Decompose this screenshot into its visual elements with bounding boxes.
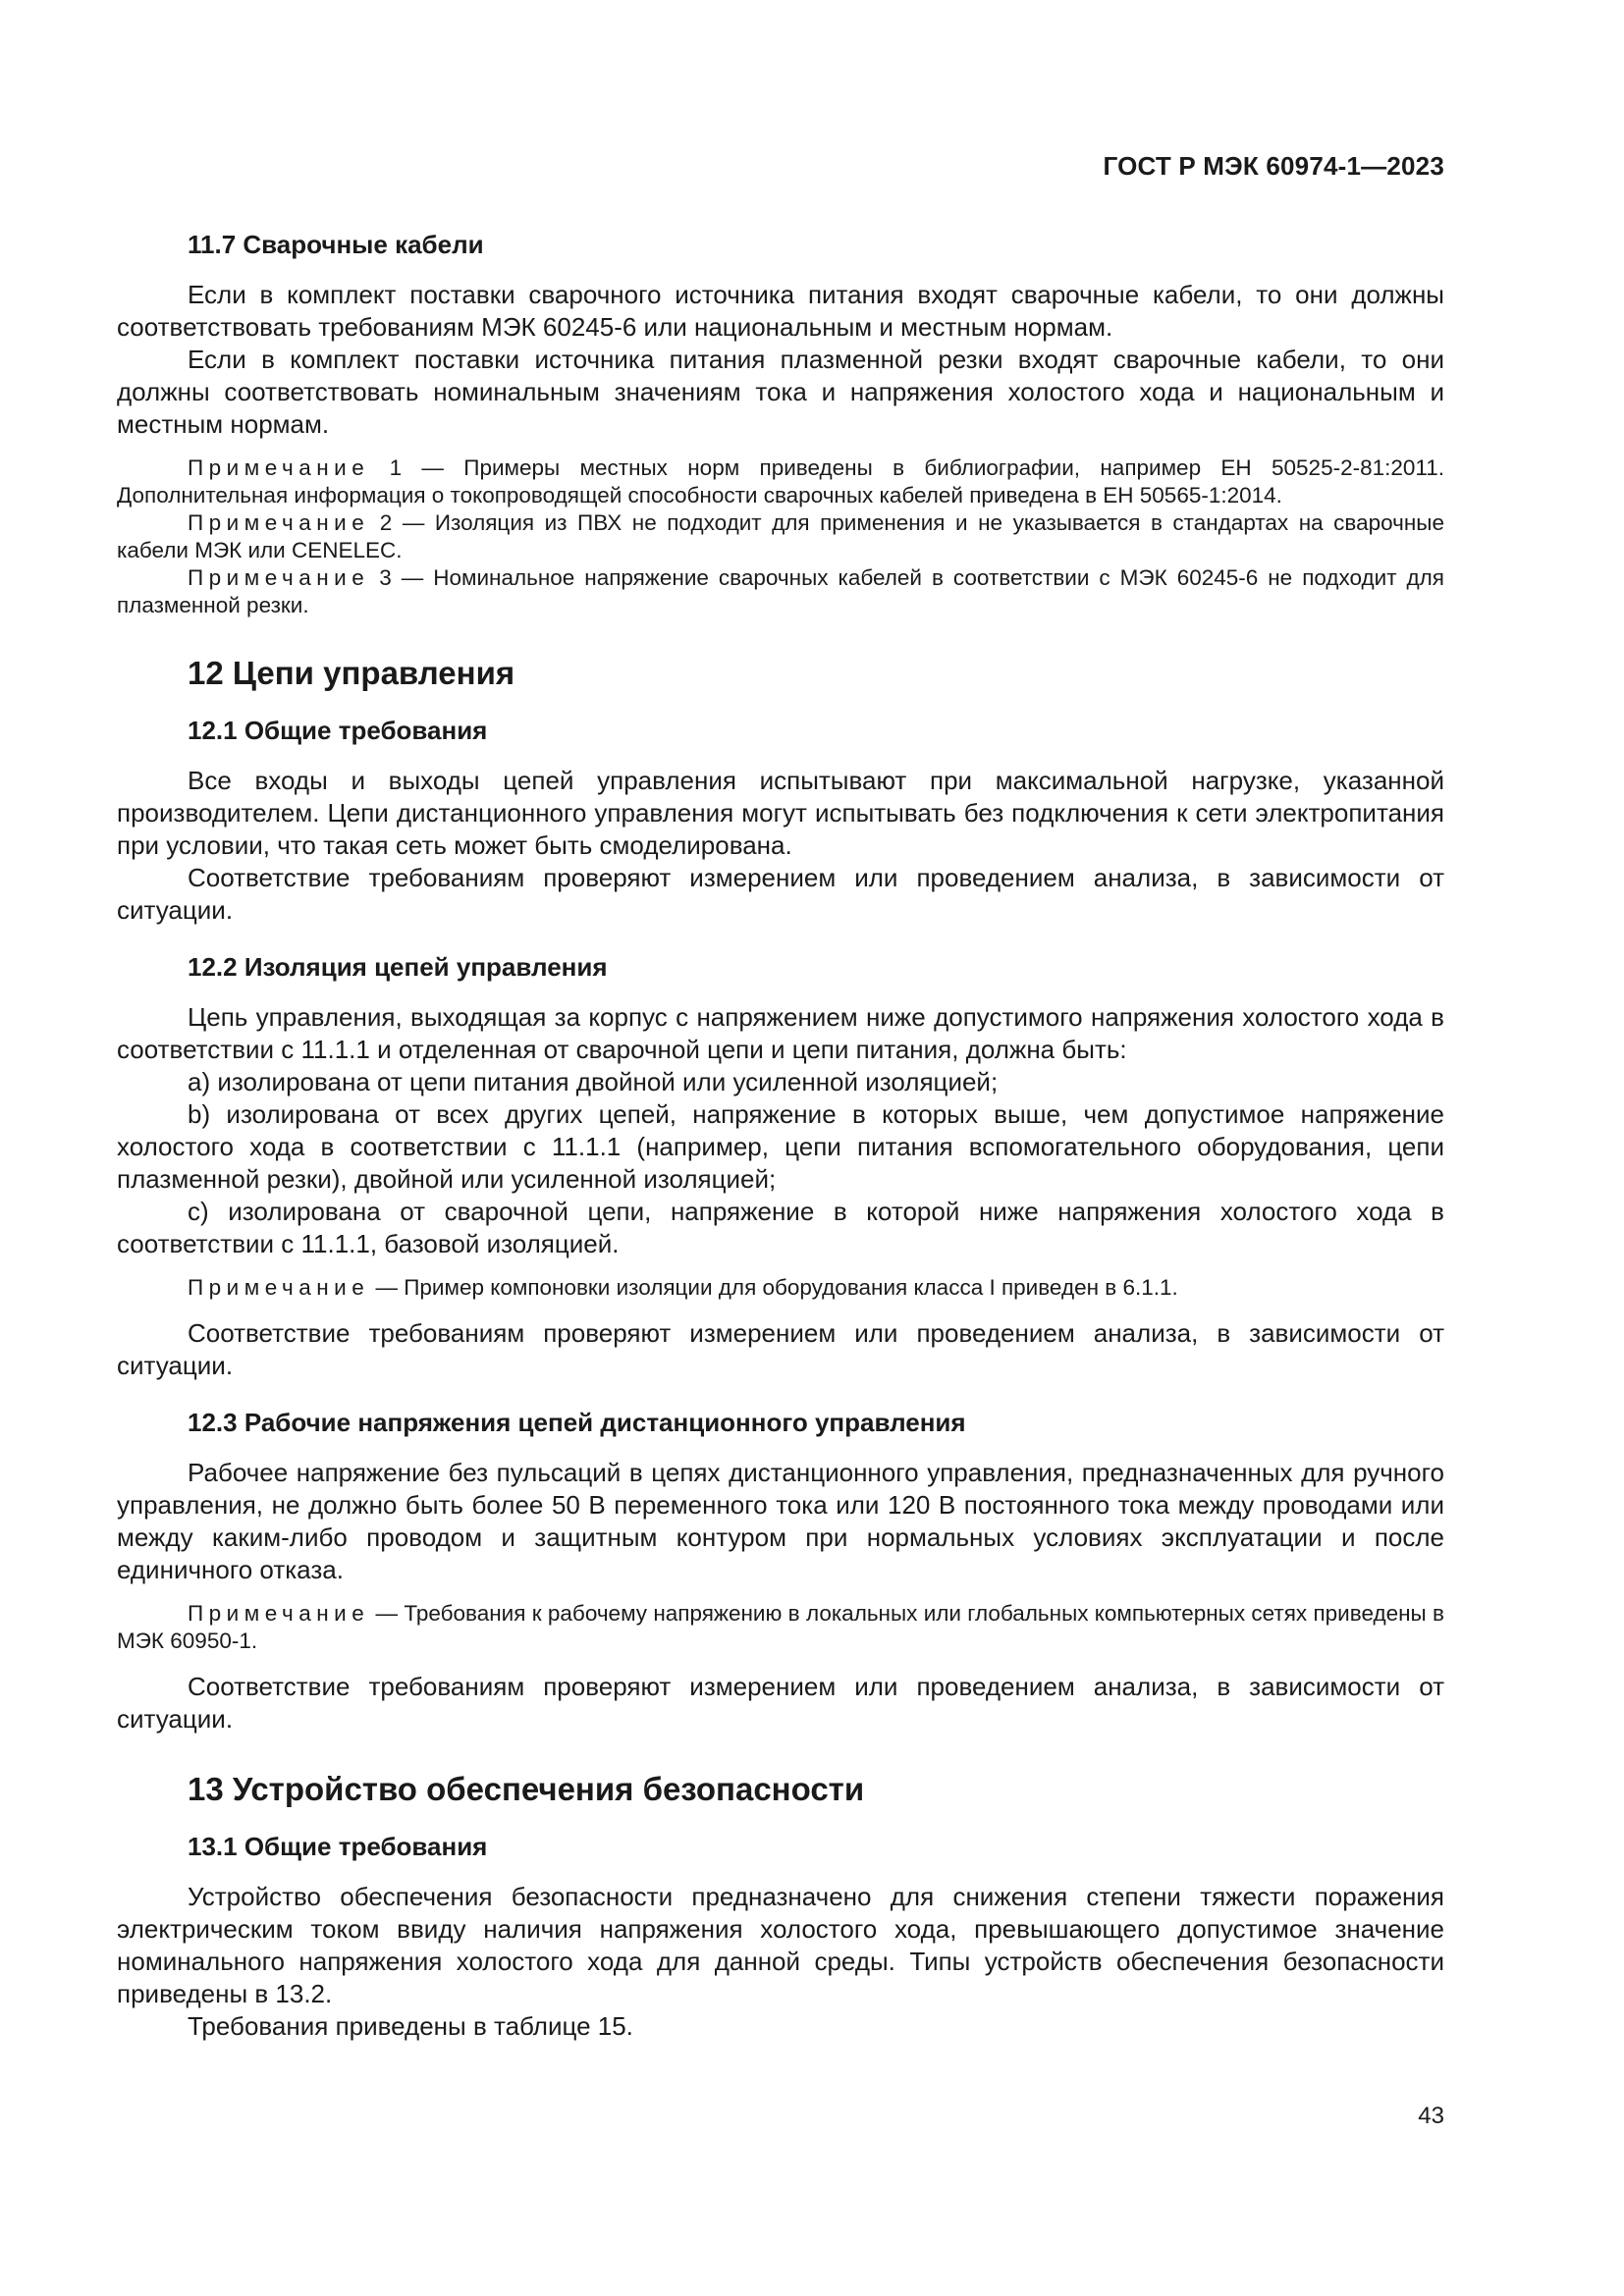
section-11-7-title: 11.7 Сварочные кабели <box>188 230 484 259</box>
note <box>117 1600 1444 1655</box>
note-label: Примечание <box>188 455 370 480</box>
section-13-1-title: 13.1 Общие требования <box>188 1832 488 1861</box>
note-label: Примечание <box>188 1275 370 1300</box>
section-12-3-title: 12.3 Рабочие напряжения цепей дистанционного управления <box>188 1408 966 1437</box>
section-11-7-paragraph-1: Если в комплект поставки сварочного источника питания входят сварочные кабели, то они должны соответствовать требованиям МЭК 60245-6 или национальным и местным нормам. <box>117 280 1444 342</box>
section-13-title: 13 Устройство обеспечения безопасности <box>188 1771 865 1807</box>
section-12-1-paragraph-2: Соответствие требованиям проверяют измерением или проведением анализа, в зависимости от ситуации. <box>117 863 1444 925</box>
document-code-header: ГОСТ Р МЭК 60974-1—2023 <box>1103 151 1444 181</box>
note-3 <box>117 564 1444 619</box>
section-11-7-paragraph-2: Если в комплект поставки источника питания плазменной резки входят сварочные кабели, то они должны соответствовать номинальным значениям тока и напряжения холостого хода и национальным и местным нормам. <box>117 345 1444 439</box>
section-12-2-item-b: b) изолирована от всех других цепей, напряжение в которых выше, чем допустимое напряжение холостого хода в соответствии с 11.1.1 (например, цепи питания вспомогательного оборудования, цепи плазменной резки), двойной или усиленной изоляцией; <box>117 1099 1444 1194</box>
section-11-7-notes <box>117 454 1444 619</box>
section-12-3-paragraph-2: Соответствие требованиям проверяют измерением или проведением анализа, в зависимости от ситуации. <box>117 1672 1444 1734</box>
section-12-3-paragraph-1: Рабочее напряжение без пульсаций в цепях дистанционного управления, предназначенных для ручного управления, не должно быть более 50 В переменного тока или 120 В постоянного тока между проводами или между каким-либо проводом и защитным контуром при нормальных условиях эксплуатации и после единичного отказа. <box>117 1458 1444 1584</box>
note-text: 3 — Номинальное напряжение сварочных кабелей в соответствии с МЭК 60245-6 не подходит для плазменной резки. <box>117 565 1444 617</box>
note-label: Примечание <box>188 1601 370 1626</box>
note-label: Примечание <box>188 510 370 535</box>
section-12-1-title: 12.1 Общие требования <box>188 716 488 745</box>
section-12-2-notes <box>117 1274 1444 1302</box>
note-text: 2 — Изоляция из ПВХ не подходит для применения и не указывается в стандартах на сварочные кабели МЭК или CENELEC. <box>117 510 1444 562</box>
note-label: Примечание <box>188 565 370 590</box>
note <box>117 1274 1444 1302</box>
note-text: — Требования к рабочему напряжению в локальных или глобальных компьютерных сетях приведены в МЭК 60950-1. <box>117 1601 1444 1653</box>
section-13-1-paragraph-2: Требования приведены в таблице 15. <box>188 2011 633 2041</box>
section-12-2-item-c: c) изолирована от сварочной цепи, напряжение в которой ниже напряжения холостого хода в соответствии с 11.1.1, базовой изоляцией. <box>117 1197 1444 1258</box>
section-12-2-title: 12.2 Изоляция цепей управления <box>188 952 608 982</box>
section-12-1-paragraph-1: Все входы и выходы цепей управления испытывают при максимальной нагрузке, указанной производителем. Цепи дистанционного управления могут испытывать без подключения к сети электропитания при условии, что такая сеть может быть смоделирована. <box>117 766 1444 860</box>
note-1 <box>117 454 1444 509</box>
section-12-2-paragraph-1: Цепь управления, выходящая за корпус с напряжением ниже допустимого напряжения холостого хода в соответствии с 11.1.1 и отделенная от сварочной цепи и цепи питания, должна быть: <box>117 1002 1444 1064</box>
note-text: 1 — Примеры местных норм приведены в библиографии, например ЕН 50525-2-81:2011. Дополнительная информация о токопроводящей способности сварочных кабелей приведена в ЕН 50565-1:2014. <box>117 455 1444 507</box>
section-12-title: 12 Цепи управления <box>188 655 515 691</box>
section-12-2-item-a: a) изолирована от цепи питания двойной или усиленной изоляцией; <box>188 1067 999 1096</box>
page-content <box>117 228 1444 2043</box>
section-12-2-paragraph-2: Соответствие требованиям проверяют измерением или проведением анализа, в зависимости от ситуации. <box>117 1318 1444 1380</box>
page-number: 43 <box>1418 2103 1444 2129</box>
section-13-1-paragraph-1: Устройство обеспечения безопасности предназначено для снижения степени тяжести поражения электрическим током ввиду наличия напряжения холостого хода, превышающего допустимое значение номинального напряжения холостого хода для данной среды. Типы устройств обеспечения безопасности приведены в 13.2. <box>117 1882 1444 2008</box>
section-12-3-notes <box>117 1600 1444 1655</box>
note-2 <box>117 509 1444 564</box>
note-text: — Пример компоновки изоляции для оборудования класса I приведен в 6.1.1. <box>369 1275 1178 1300</box>
